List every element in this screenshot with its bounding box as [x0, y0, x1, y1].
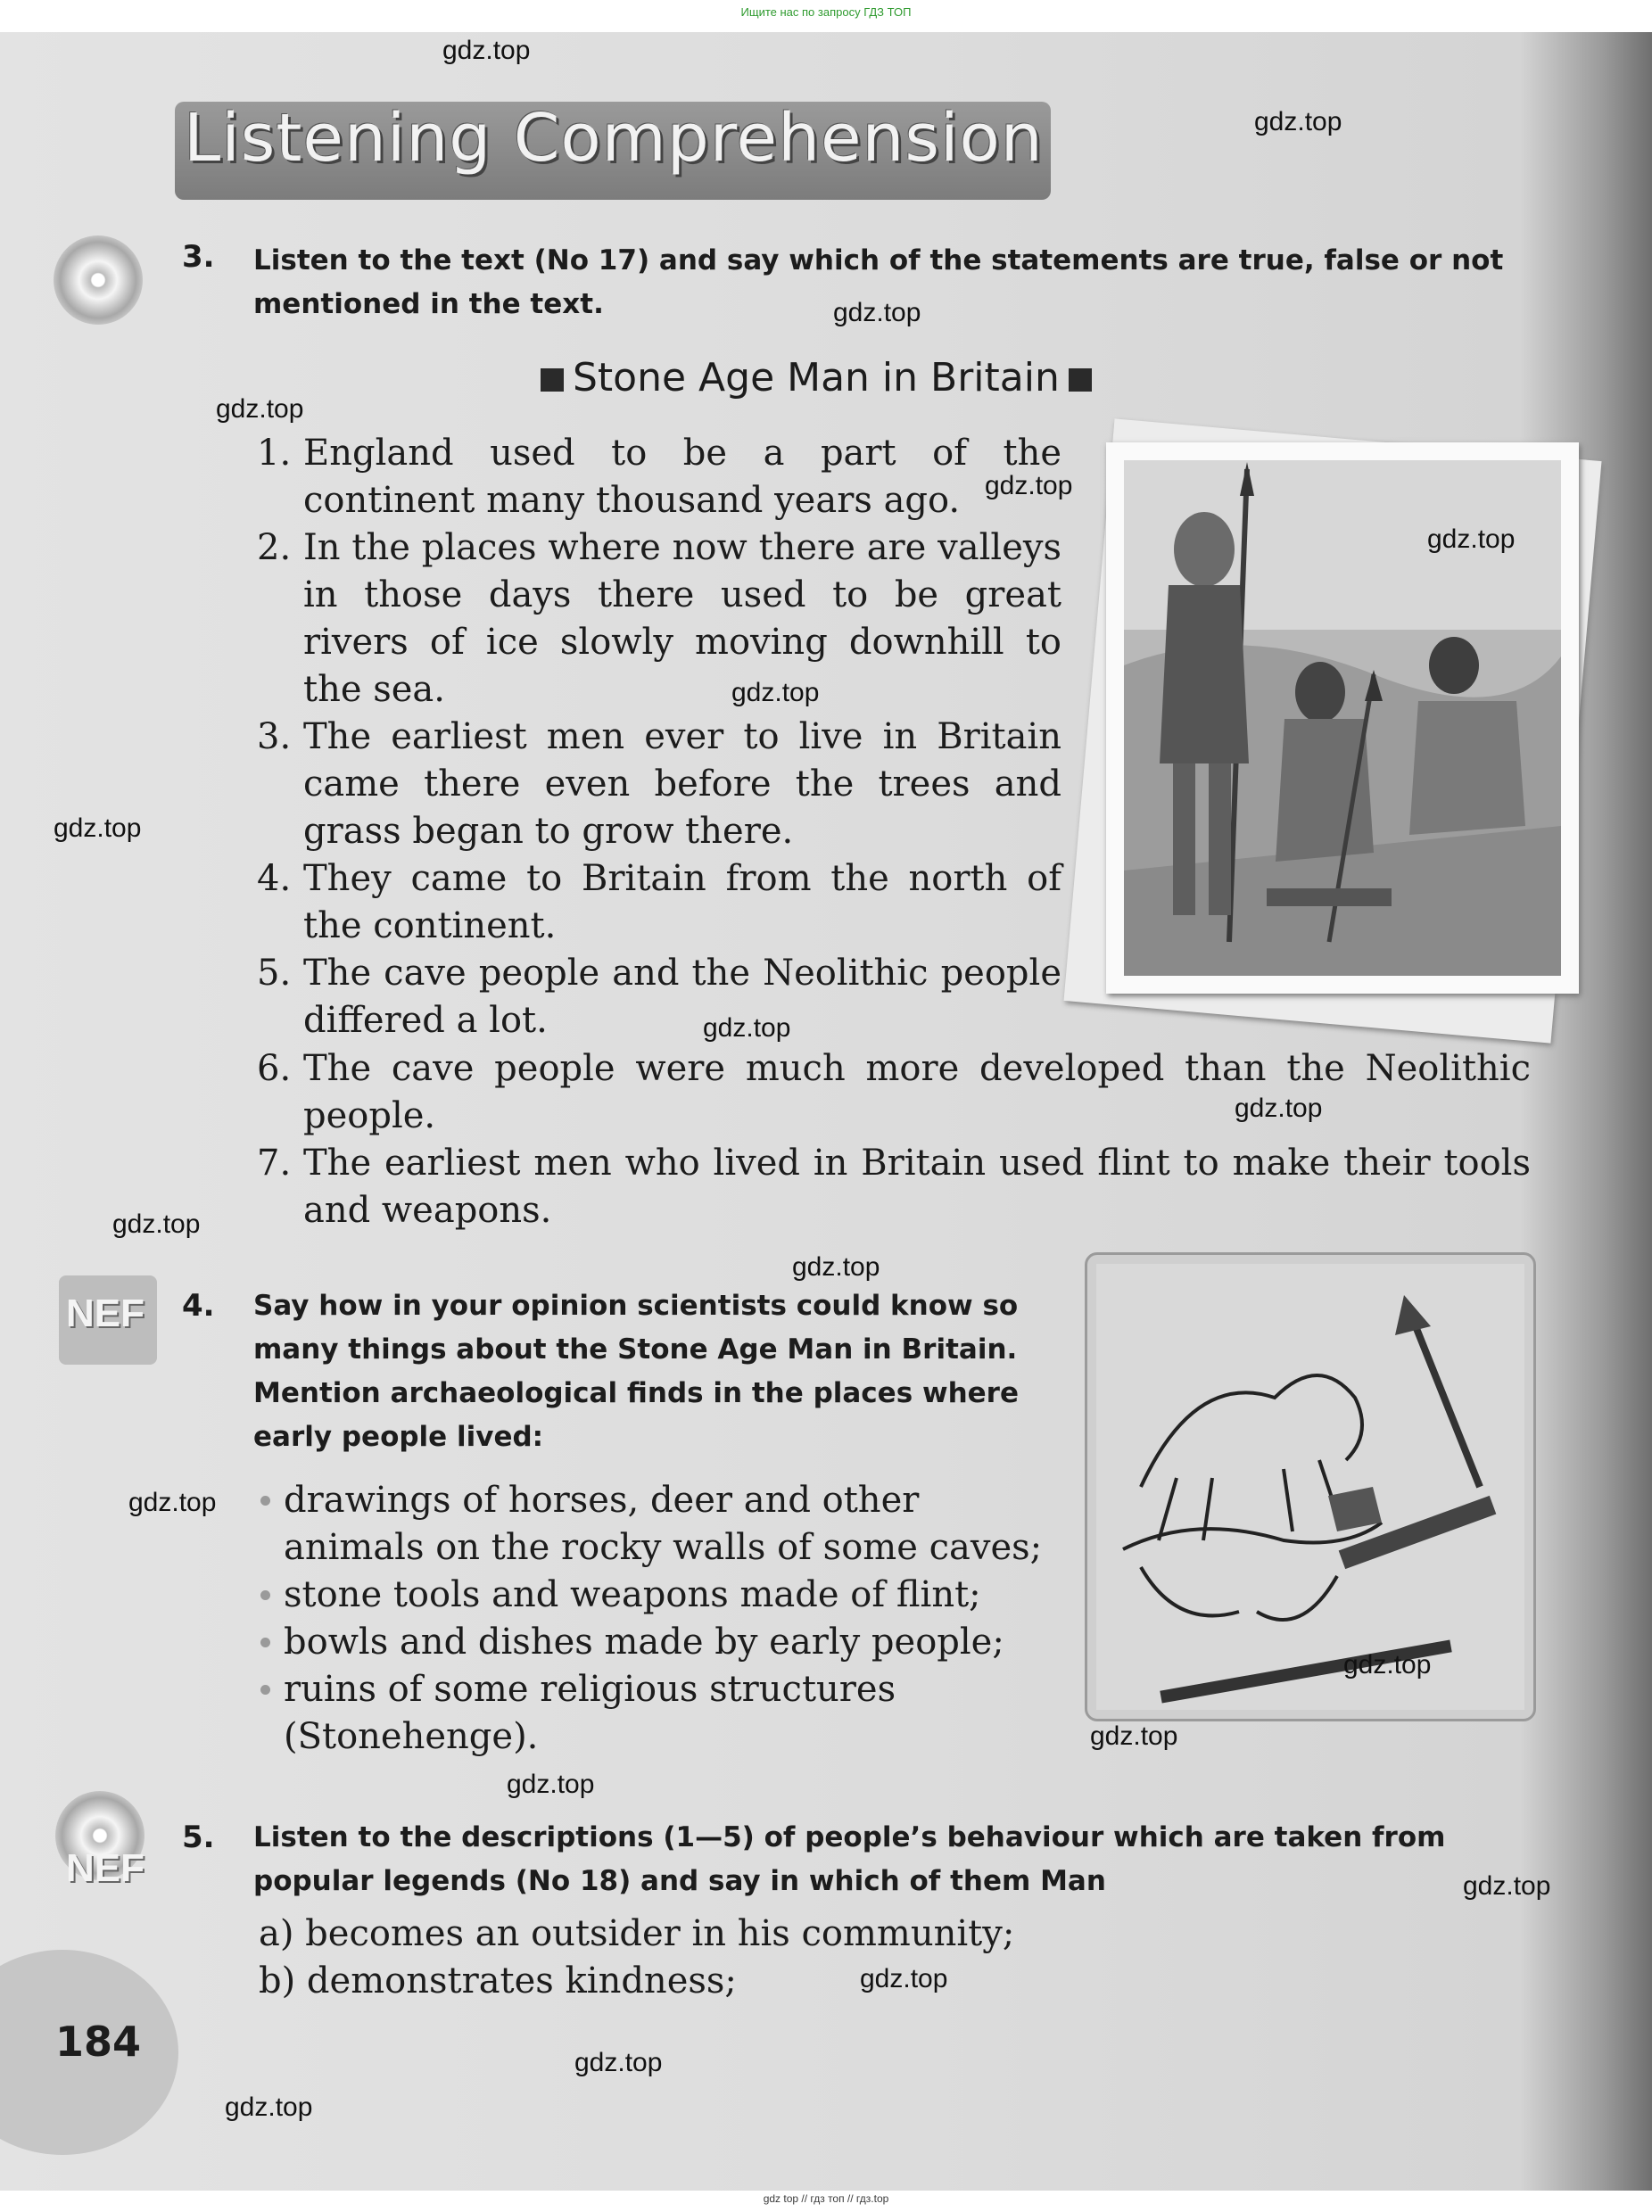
- list-item: [284, 1477, 1060, 1572]
- exercise-4-number: 4.: [182, 1288, 215, 1324]
- bullet-icon: [260, 1685, 270, 1695]
- watermark: gdz.top: [574, 2048, 663, 2077]
- section-title: Listening Comprehension: [184, 100, 1044, 177]
- list-item: [284, 1572, 1060, 1619]
- bottom-banner[interactable]: gdz top // гдз топ // гдз.top: [763, 2192, 889, 2205]
- exercise-4-instruction: Say how in your opinion scientists could know so many things about the Stone Age Man in Britain. Mention archaeological finds in the places where early people lived:: [253, 1290, 1019, 1453]
- list-item-text: ruins of some religious structures (Stonehenge).: [284, 1669, 896, 1757]
- list-item: [284, 1619, 1060, 1666]
- watermark: gdz.top: [1254, 107, 1342, 136]
- statement-item: [257, 524, 1061, 714]
- statements-list: [257, 430, 1061, 1044]
- text-subtitle: [532, 355, 1101, 400]
- cave-drawing-illustration: [1085, 1252, 1536, 1721]
- nef-badge: NEF: [66, 1292, 145, 1335]
- watermark: gdz.top: [507, 1770, 595, 1799]
- option-item: b) demonstrates kindness;: [259, 1960, 737, 2002]
- statements-list-wide: [257, 1045, 1531, 1234]
- bullet-icon: [260, 1496, 270, 1506]
- exercise-3-number: 3.: [182, 239, 215, 275]
- exercise-5-options: [259, 1911, 1329, 2005]
- bullet-icon: [260, 1638, 270, 1647]
- list-item-text: bowls and dishes made by early people;: [284, 1622, 1004, 1663]
- page-number: 184: [55, 2018, 142, 2066]
- watermark: gdz.top: [216, 394, 304, 424]
- statement-text: The earliest men ever to live in Britain came there even before the trees and grass began to grow there.: [303, 716, 1061, 852]
- statement-item: [257, 1140, 1531, 1234]
- archaeological-finds-list: [284, 1477, 1060, 1761]
- watermark: gdz.top: [833, 298, 921, 327]
- top-banner[interactable]: Ищите нас по запросу ГДЗ ТОП: [740, 5, 912, 19]
- exercise-5-number: 5.: [182, 1820, 215, 1855]
- square-bullet-icon: [1069, 368, 1092, 392]
- statement-item: [257, 855, 1061, 950]
- watermark: gdz.top: [792, 1252, 880, 1282]
- watermark: gdz.top: [112, 1209, 201, 1239]
- statement-item: [257, 714, 1061, 855]
- watermark: gdz.top: [703, 1013, 791, 1043]
- square-bullet-icon: [541, 368, 564, 392]
- exercise-5-instruction: Listen to the descriptions (1—5) of people’s behaviour which are taken from popular legends (No 18) and say in which of them Man: [253, 1821, 1446, 1897]
- statement-text: The earliest men who lived in Britain used flint to make their tools and weapons.: [303, 1143, 1531, 1231]
- statement-item: [257, 1045, 1531, 1140]
- statement-text: The cave people were much more developed than the Neolithic people.: [303, 1048, 1531, 1136]
- cd-icon: [54, 235, 143, 325]
- watermark: gdz.top: [860, 1964, 948, 1993]
- watermark: gdz.top: [128, 1488, 217, 1517]
- statement-text: They came to Britain from the north of the continent.: [303, 858, 1061, 946]
- watermark: gdz.top: [1463, 1871, 1551, 1901]
- statement-number: 5.: [257, 953, 292, 994]
- watermark: gdz.top: [442, 36, 531, 65]
- list-item-text: drawings of horses, deer and other animals on the rocky walls of some caves;: [284, 1480, 1043, 1568]
- statement-text: The cave people and the Neolithic people differed a lot.: [303, 953, 1061, 1041]
- nef-badge: NEF: [66, 1846, 145, 1890]
- watermark: gdz.top: [1090, 1721, 1178, 1751]
- statement-text: England used to be a part of the continent many thousand years ago.: [303, 433, 1061, 521]
- list-item-text: stone tools and weapons made of flint;: [284, 1574, 981, 1615]
- option-item: a) becomes an outsider in his community;: [259, 1913, 1015, 1954]
- watermark: gdz.top: [54, 813, 142, 843]
- watermark: gdz.top: [225, 2092, 313, 2122]
- statement-number: 2.: [257, 527, 292, 568]
- watermark: gdz.top: [985, 471, 1073, 500]
- cave-painting-picture: [1087, 1255, 1533, 1719]
- statement-number: 1.: [257, 433, 292, 474]
- exercise-3-instruction: Listen to the text (No 17) and say which of the statements are true, false or not mentioned in the text.: [253, 244, 1504, 320]
- statement-number: 7.: [257, 1143, 292, 1184]
- watermark: gdz.top: [1427, 524, 1516, 554]
- statement-number: 4.: [257, 858, 292, 899]
- watermark: gdz.top: [1343, 1650, 1432, 1680]
- subtitle-text: Stone Age Man in Britain: [573, 355, 1060, 400]
- list-item: [284, 1666, 1060, 1761]
- statement-item: [257, 430, 1061, 524]
- statement-item: [257, 950, 1061, 1044]
- statement-number: 6.: [257, 1048, 292, 1089]
- watermark: gdz.top: [1235, 1094, 1323, 1123]
- statement-text: In the places where now there are valleys in those days there used to be great rivers of ice slowly moving downhill to the sea.: [303, 527, 1061, 710]
- bullet-icon: [260, 1590, 270, 1600]
- statement-number: 3.: [257, 716, 292, 757]
- watermark: gdz.top: [731, 678, 820, 707]
